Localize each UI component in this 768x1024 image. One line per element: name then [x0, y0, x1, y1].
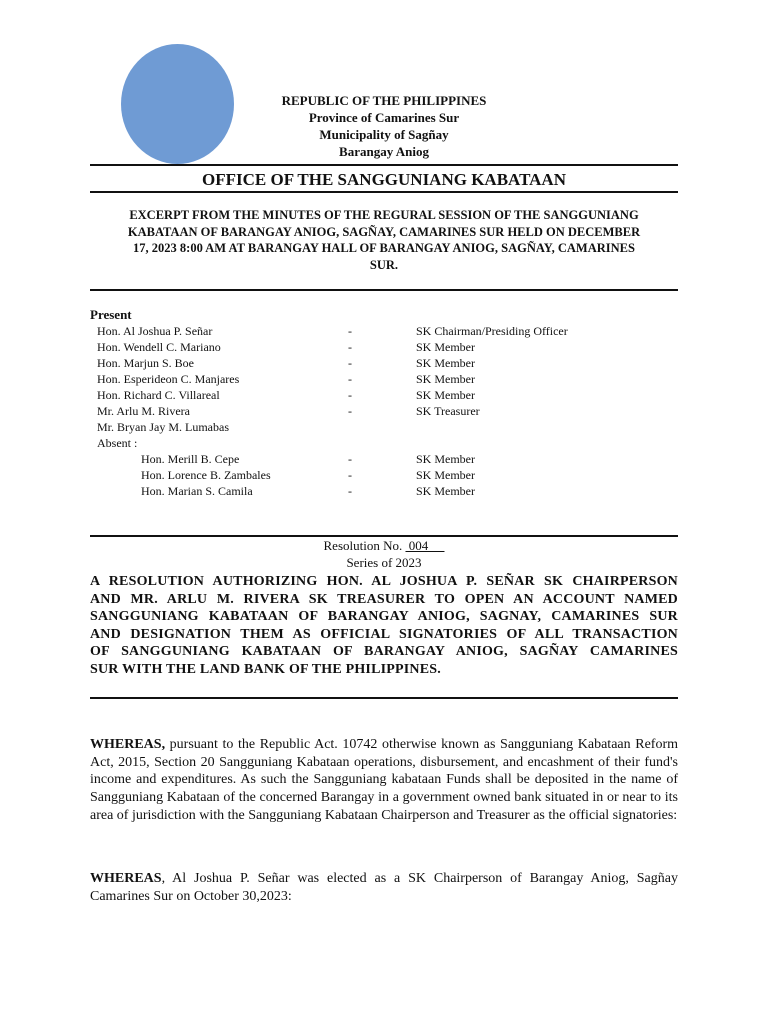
office-title: OFFICE OF THE SANGGUNIANG KABATAAN	[202, 170, 566, 189]
absentee-dash: -	[348, 484, 352, 498]
excerpt-line: SUR.	[369, 257, 399, 272]
attendee-dash: -	[348, 372, 352, 386]
absentee-name: Hon. Marian S. Camila	[141, 484, 253, 498]
attendee-name: Hon. Wendell C. Mariano	[97, 340, 221, 354]
absent-label: Absent :	[97, 436, 138, 450]
absentee-role: SK Member	[416, 452, 475, 466]
absentee-role: SK Member	[416, 484, 475, 498]
resolution-title-line: OF SANGGUNIANG KABATAAN OF BARANGAY ANIOG, SAGÑAY CAMARINES	[90, 644, 678, 660]
attendee-name: Hon. Esperideon C. Manjares	[97, 372, 240, 386]
attendee-name: Mr. Arlu M. Rivera	[97, 404, 190, 418]
attendee-role: SK Member	[416, 340, 475, 354]
attendee-role: SK Member	[416, 356, 475, 370]
resolution-title	[90, 573, 678, 679]
whereas-lead: WHEREAS	[90, 871, 162, 886]
attendee-name: Hon. Marjun S. Boe	[97, 356, 194, 370]
resolution-label: Resolution No.	[323, 538, 406, 553]
attendee-role: SK Treasurer	[416, 404, 480, 418]
absentee-name: Hon. Merill B. Cepe	[141, 452, 240, 466]
attendee-role: SK Member	[416, 372, 475, 386]
attendee-name: Hon. Al Joshua P. Señar	[97, 324, 213, 338]
header-rule-top	[90, 164, 678, 166]
resolution-title-line: SUR WITH THE LAND BANK OF THE PHILIPPINES.	[90, 661, 441, 677]
header-province: Province of Camarines Sur	[308, 110, 460, 125]
attendee-name: Mr. Bryan Jay M. Lumabas	[97, 420, 229, 434]
header-municipality: Municipality of Sagñay	[319, 127, 449, 142]
whereas-lead: WHEREAS,	[90, 737, 166, 752]
resolution-number: 004	[405, 538, 445, 553]
resolution-title-line: SANGGUNIANG KABATAAN OF BARANGAY ANIOG, SAGNAY, CAMARINES SUR	[90, 609, 678, 625]
absentee-role: SK Member	[416, 468, 475, 482]
resolution-title-line: AND MR. ARLU M. RIVERA SK TREASURER TO OPEN AN ACCOUNT NAMED	[90, 591, 678, 607]
resolution-title-line: AND DESIGNATION THEM AS OFFICIAL SIGNATORIES OF ALL TRANSACTION	[90, 626, 678, 642]
whereas-paragraph-1	[90, 736, 678, 825]
attendee-dash: -	[348, 388, 352, 402]
absentee-dash: -	[348, 452, 352, 466]
attendee-dash: -	[348, 324, 352, 338]
whereas-text: pursuant to the Republic Act. 10742 otherwise known as Sangguniang Kabataan Reform Act, 2015, Section 20 Sangguniang Kabataan operations, disbursement, and encashment of their fund's income and expenditures. As such the Sangguniang kabataan Funds shall be deposited in the name of Sangguniang Kabataan of the concerned Barangay in a government owned bank situated in or near to its area of jurisdiction with the Sangguniang Kabataan Chairperson and Treasurer as the official signatories:	[90, 737, 678, 823]
resolution-number-line	[0, 538, 768, 554]
attendee-dash: -	[348, 356, 352, 370]
resolution-title-line: A RESOLUTION AUTHORIZING HON. AL JOSHUA P. SEÑAR SK CHAIRPERSON	[90, 574, 678, 589]
resolution-rule-top	[90, 535, 678, 537]
whereas-paragraph-2	[90, 870, 678, 905]
header-rule-bottom	[90, 191, 678, 193]
whereas-text: , Al Joshua P. Señar was elected as a SK Chairperson of Barangay Aniog, Sagñay Camarines Sur on October 30,2023:	[90, 871, 678, 904]
resolution-rule-bottom	[90, 697, 678, 699]
absentee-name: Hon. Lorence B. Zambales	[141, 468, 271, 482]
excerpt-line: EXCERPT FROM THE MINUTES OF THE REGURAL SESSION OF THE SANGGUNIANG	[129, 208, 639, 222]
section-rule	[90, 289, 678, 291]
attendee-dash: -	[348, 404, 352, 418]
attendee-role: SK Chairman/Presiding Officer	[416, 324, 568, 338]
minutes-excerpt-heading	[92, 207, 676, 273]
present-label: Present	[90, 307, 132, 322]
attendee-dash: -	[348, 340, 352, 354]
attendee-name: Hon. Richard C. Villareal	[97, 388, 220, 402]
excerpt-line: KABATAAN OF BARANGAY ANIOG, SAGÑAY, CAMARINES SUR HELD ON DECEMBER	[127, 224, 641, 239]
absentee-dash: -	[348, 468, 352, 482]
header-republic: REPUBLIC OF THE PHILIPPINES	[281, 93, 487, 108]
resolution-series: Series of 2023	[346, 555, 422, 570]
header-barangay: Barangay Aniog	[339, 144, 429, 159]
attendee-role: SK Member	[416, 388, 475, 402]
excerpt-line: 17, 2023 8:00 AM AT BARANGAY HALL OF BARANGAY ANIOG, SAGÑAY, CAMARINES	[133, 241, 635, 255]
